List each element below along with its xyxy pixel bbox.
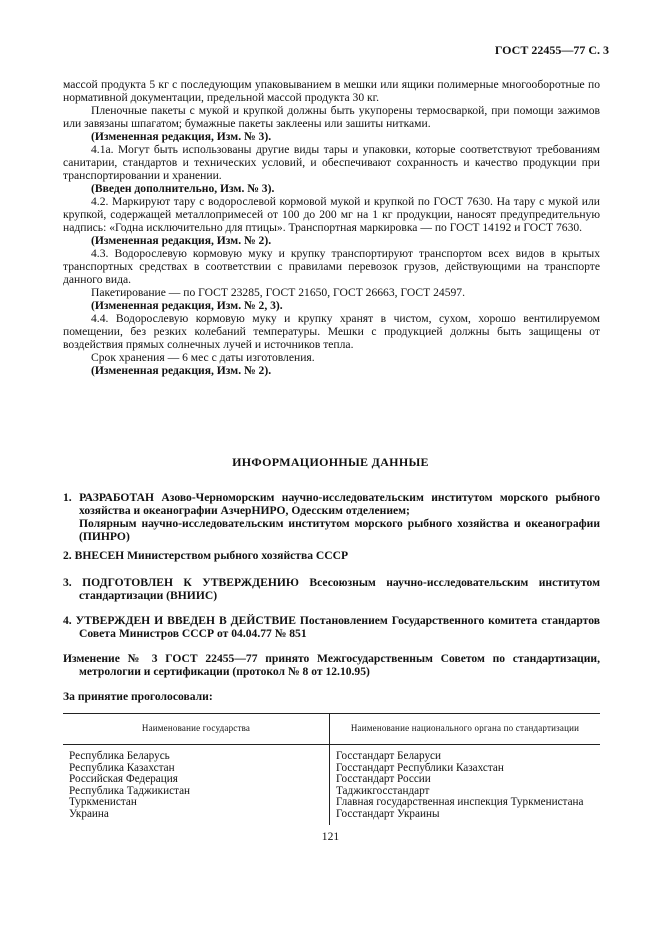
column-header-body: Наименование национального органа по стандартизации	[330, 714, 601, 745]
info-item-text: 4. УТВЕРЖДЕН И ВВЕДЕН В ДЕЙСТВИЕ Постановлением Государственного комитета стандартов Совета Министров СССР от 04.04.77 № 851	[63, 614, 600, 640]
page-number: 121	[321, 830, 340, 843]
paragraph: 4.1а. Могут быть использованы другие виды тары и упаковки, которые соответствуют требованиям санитарии, стандартов и технических условий, и обеспечивают сохранность и качество продукции при транспортировании и хранении.	[63, 143, 600, 182]
table-row	[63, 745, 600, 825]
change-note-text: Изменение № 3 ГОСТ 22455—77 принято Межгосударственным Советом по стандартизации, метрологии и сертификации (протокол № 8 от 12.10.95)	[63, 652, 600, 678]
info-item-2	[63, 549, 600, 562]
state-name: Туркменистан	[69, 796, 137, 809]
amendment-note: (Измененная редакция, Изм. № 2, 3).	[91, 299, 283, 312]
standards-body: Госстандарт России	[336, 773, 431, 786]
standards-body: Таджикгосстандарт	[336, 784, 430, 797]
info-item-text: 1. РАЗРАБОТАН Азово-Черноморским научно-исследовательским институтом морского рыбного хозяйства и океанографии АзчерНИРО, Одесским отделением;	[63, 491, 600, 517]
body-text	[63, 78, 600, 377]
state-name: Республика Таджикистан	[69, 784, 191, 797]
paragraph: 4.4. Водорослевую кормовую муку и крупку хранят в чистом, сухом, хорошо вентилируемом помещении, без резких колебаний температуры. Мешки с продукцией должны быть защищены от воздействия прямых солнечных лучей и источников тепла.	[63, 312, 600, 351]
paragraph: 4.3. Водорослевую кормовую муку и крупку транспортируют транспортом всех видов в крытых транспортных средствах в соответствии с правилами перевозок грузов, действующими на транспорте данного вида.	[63, 247, 600, 286]
state-name: Республика Беларусь	[69, 750, 170, 762]
amendment-note: (Введен дополнительно, Изм. № 3).	[91, 182, 275, 195]
state-name: Российская Федерация	[69, 773, 178, 786]
section-title: ИНФОРМАЦИОННЫЕ ДАННЫЕ	[232, 455, 429, 469]
amendment-note: (Измененная редакция, Изм. № 3).	[91, 130, 272, 143]
info-item-text: 2. ВНЕСЕН Министерством рыбного хозяйства СССР	[63, 549, 349, 562]
column-header-state: Наименование государства	[63, 714, 330, 745]
paragraph: Пакетирование — по ГОСТ 23285, ГОСТ 21650, ГОСТ 26663, ГОСТ 24597.	[91, 286, 465, 299]
states-table	[63, 713, 600, 825]
states-cell	[63, 745, 330, 825]
paragraph: Пленочные пакеты с мукой и крупкой должны быть укупорены термосваркой, при помощи зажимов или завязаны шпагатом; бумажные пакеты заклеены или зашиты нитками.	[63, 104, 600, 130]
info-item-text: 3. ПОДГОТОВЛЕН К УТВЕРЖДЕНИЮ Всесоюзным научно-исследовательским институтом стандартизации (ВНИИС)	[63, 576, 600, 602]
paragraph: 4.2. Маркируют тару с водорослевой кормовой мукой и крупкой по ГОСТ 7630. На тару с мукой или крупкой, содержащей металлопримесей от 100 до 200 мг на 1 кг продукции, наносят предупредительную надпись: «Годна исключительно для птицы». Транспортная маркировка — по ГОСТ 14192 и ГОСТ 7630.	[63, 195, 600, 234]
paragraph: массой продукта 5 кг с последующим упаковыванием в мешки или ящики полимерные многооборотные по нормативной документации, предельной массой продукта 30 кг.	[63, 78, 600, 104]
standards-body: Госстандарт Беларуси	[336, 750, 441, 762]
amendment-note: (Измененная редакция, Изм. № 2).	[91, 364, 272, 377]
info-item-4	[63, 614, 600, 640]
standards-body: Госстандарт Республики Казахстан	[336, 761, 504, 774]
info-item-3	[63, 576, 600, 602]
standards-body: Госстандарт Украины	[336, 807, 440, 820]
standards-body: Главная государственная инспекция Туркменистана	[336, 796, 584, 809]
bodies-cell	[330, 745, 601, 825]
state-name: Украина	[69, 807, 109, 820]
change-note	[63, 652, 600, 678]
page-header: ГОСТ 22455—77 С. 3	[494, 43, 609, 57]
state-name: Республика Казахстан	[69, 761, 175, 774]
info-item-1	[63, 491, 600, 543]
vote-label: За принятие проголосовали:	[63, 690, 213, 703]
paragraph: Срок хранения — 6 мес с даты изготовления.	[91, 351, 315, 364]
amendment-note: (Измененная редакция, Изм. № 2).	[91, 234, 272, 247]
info-item-text: Полярным научно-исследовательским институтом морского рыбного хозяйства и океанографии (ПИНРО)	[79, 517, 600, 543]
table-header-row	[63, 714, 600, 745]
